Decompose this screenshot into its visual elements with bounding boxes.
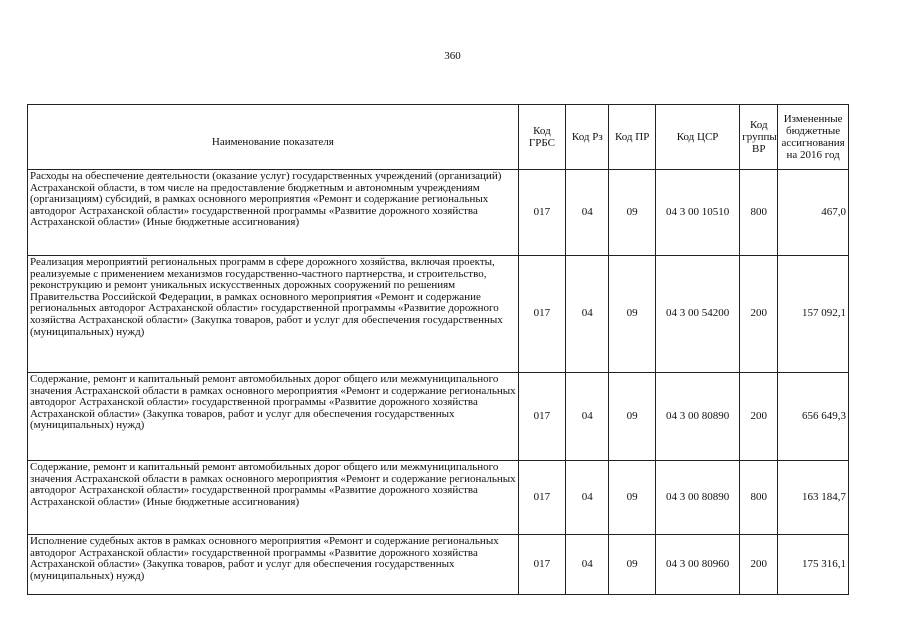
header-grbs: Код ГРБС (518, 105, 565, 170)
header-name: Наименование показателя (28, 105, 519, 170)
header-amount: Измененные бюджетные ассигнования на 2016 год (778, 105, 849, 170)
row-vr: 800 (740, 461, 778, 535)
header-vr: Код группы ВР (740, 105, 778, 170)
row-amount: 163 184,7 (778, 461, 849, 535)
row-csr: 04 3 00 80890 (655, 373, 739, 461)
row-grbs: 017 (518, 256, 565, 373)
table-row (28, 461, 849, 535)
row-name: Расходы на обеспечение деятельности (оказание услуг) государственных учреждений (организаций) Астраханской области, в том числе на предоставление бюджетным и автономным учреждениям (организациям) субсидий, в рамках основного мероприятия «Ремонт и содержание региональных автодорог Астраханской области» государственной программы «Развитие дорожного хозяйства Астраханской области» (Иные бюджетные ассигнования) (28, 170, 519, 256)
row-vr: 200 (740, 535, 778, 595)
table-row (28, 170, 849, 256)
row-pr: 09 (609, 461, 655, 535)
row-grbs: 017 (518, 535, 565, 595)
row-pr: 09 (609, 535, 655, 595)
row-pr: 09 (609, 170, 655, 256)
row-name: Исполнение судебных актов в рамках основного мероприятия «Ремонт и содержание региональных автодорог Астраханской области» государственной программы «Развитие дорожного хозяйства Астраханской области» (Закупка товаров, работ и услуг для обеспечения государственных (муниципальных) нужд) (28, 535, 519, 595)
row-csr: 04 3 00 80890 (655, 461, 739, 535)
page-number: 360 (444, 50, 461, 62)
budget-table (27, 104, 849, 595)
row-csr: 04 3 00 10510 (655, 170, 739, 256)
row-amount: 656 649,3 (778, 373, 849, 461)
header-csr: Код ЦСР (655, 105, 739, 170)
row-amount: 175 316,1 (778, 535, 849, 595)
row-grbs: 017 (518, 170, 565, 256)
row-rz: 04 (566, 535, 609, 595)
table-row (28, 256, 849, 373)
row-name: Содержание, ремонт и капитальный ремонт автомобильных дорог общего или межмуниципального значения Астраханской области в рамках основного мероприятия «Ремонт и содержание региональных автодорог Астраханской области» государственной программы «Развитие дорожного хозяйства Астраханской области» (Иные бюджетные ассигнования) (28, 461, 519, 535)
row-name: Содержание, ремонт и капитальный ремонт автомобильных дорог общего или межмуниципального значения Астраханской области в рамках основного мероприятия «Ремонт и содержание региональных автодорог Астраханской области» государственной программы «Развитие дорожного хозяйства Астраханской области» (Закупка товаров, работ и услуг для обеспечения государственных (муниципальных) нужд) (28, 373, 519, 461)
row-rz: 04 (566, 256, 609, 373)
table-row (28, 373, 849, 461)
row-csr: 04 3 00 80960 (655, 535, 739, 595)
row-vr: 800 (740, 170, 778, 256)
header-pr: Код ПР (609, 105, 655, 170)
row-amount: 467,0 (778, 170, 849, 256)
row-rz: 04 (566, 170, 609, 256)
header-rz: Код Рз (566, 105, 609, 170)
row-name: Реализация мероприятий региональных программ в сфере дорожного хозяйства, включая проекты, реализуемые с применением механизмов государственно-частного партнерства, и строительство, реконструкцию и ремонт уникальных искусственных дорожных сооружений по решениям Правительства Российской Федерации, в рамках основного мероприятия «Ремонт и содержание региональных автодорог Астраханской области» государственной программы «Развитие дорожного хозяйства Астраханской области» (Закупка товаров, работ и услуг для обеспечения государственных (муниципальных) нужд) (28, 256, 519, 373)
row-rz: 04 (566, 373, 609, 461)
row-grbs: 017 (518, 373, 565, 461)
table-row (28, 535, 849, 595)
row-rz: 04 (566, 461, 609, 535)
row-csr: 04 3 00 54200 (655, 256, 739, 373)
table-header-row (28, 105, 849, 170)
row-grbs: 017 (518, 461, 565, 535)
row-pr: 09 (609, 373, 655, 461)
row-pr: 09 (609, 256, 655, 373)
row-vr: 200 (740, 256, 778, 373)
row-amount: 157 092,1 (778, 256, 849, 373)
row-vr: 200 (740, 373, 778, 461)
